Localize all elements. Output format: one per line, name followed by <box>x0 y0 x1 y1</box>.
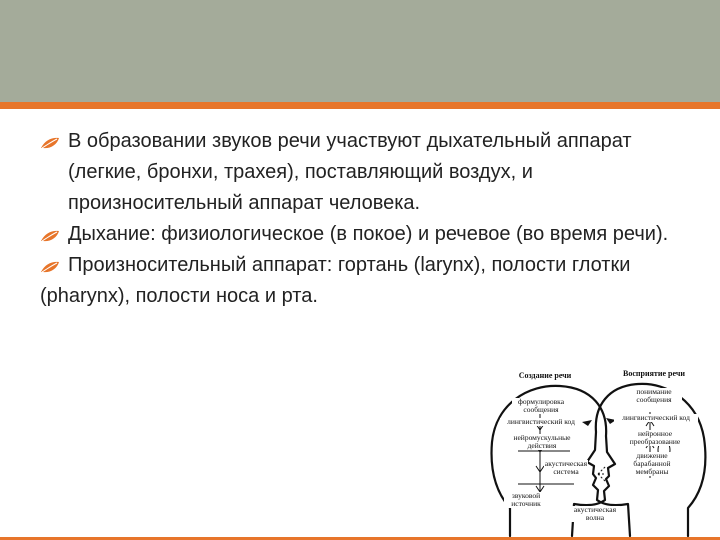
diagram-title-left: Создание речи <box>518 371 572 380</box>
diagram-label-left: лингвистический код <box>500 418 582 426</box>
diagram-label-left: нейромускульные действия <box>513 433 571 450</box>
diagram-label-left: формулировка сообщения <box>512 398 570 414</box>
title-bar <box>0 0 720 102</box>
bullet-item <box>40 250 680 312</box>
bullet-item <box>40 126 680 219</box>
diagram-label-bottom: акустическая волна <box>570 506 620 522</box>
bullet-text: Произносительный аппарат: гортань (larynx), полости глотки (pharynx), полости носа и рта. <box>40 254 631 307</box>
speech-chain-diagram <box>478 358 708 538</box>
bullet-text: Дыхание: физиологическое (в покое) и речевое (во время речи). <box>68 223 669 245</box>
diagram-label-right: понимание сообщения <box>626 388 682 404</box>
slide-body <box>40 126 680 312</box>
leaf-icon <box>40 136 60 150</box>
diagram-title-right: Восприятие речи <box>623 369 685 378</box>
leaf-icon <box>40 229 60 243</box>
bullet-text: В образовании звуков речи участвуют дыхательный аппарат (легкие, бронхи, трахея), поставляющий воздух, и произносительный аппарат человека. <box>68 130 632 214</box>
diagram-label-right: движение барабанной мембраны <box>618 452 686 476</box>
diagram-label-left: звуковой источник <box>504 492 548 508</box>
diagram-label-right: лингвистический код <box>614 414 698 422</box>
diagram-label-left: акустическая система <box>544 459 588 476</box>
bullet-item <box>40 219 680 250</box>
leaf-icon <box>40 260 60 274</box>
diagram-label-right: нейронное преобразование <box>629 429 681 446</box>
accent-divider <box>0 102 720 109</box>
